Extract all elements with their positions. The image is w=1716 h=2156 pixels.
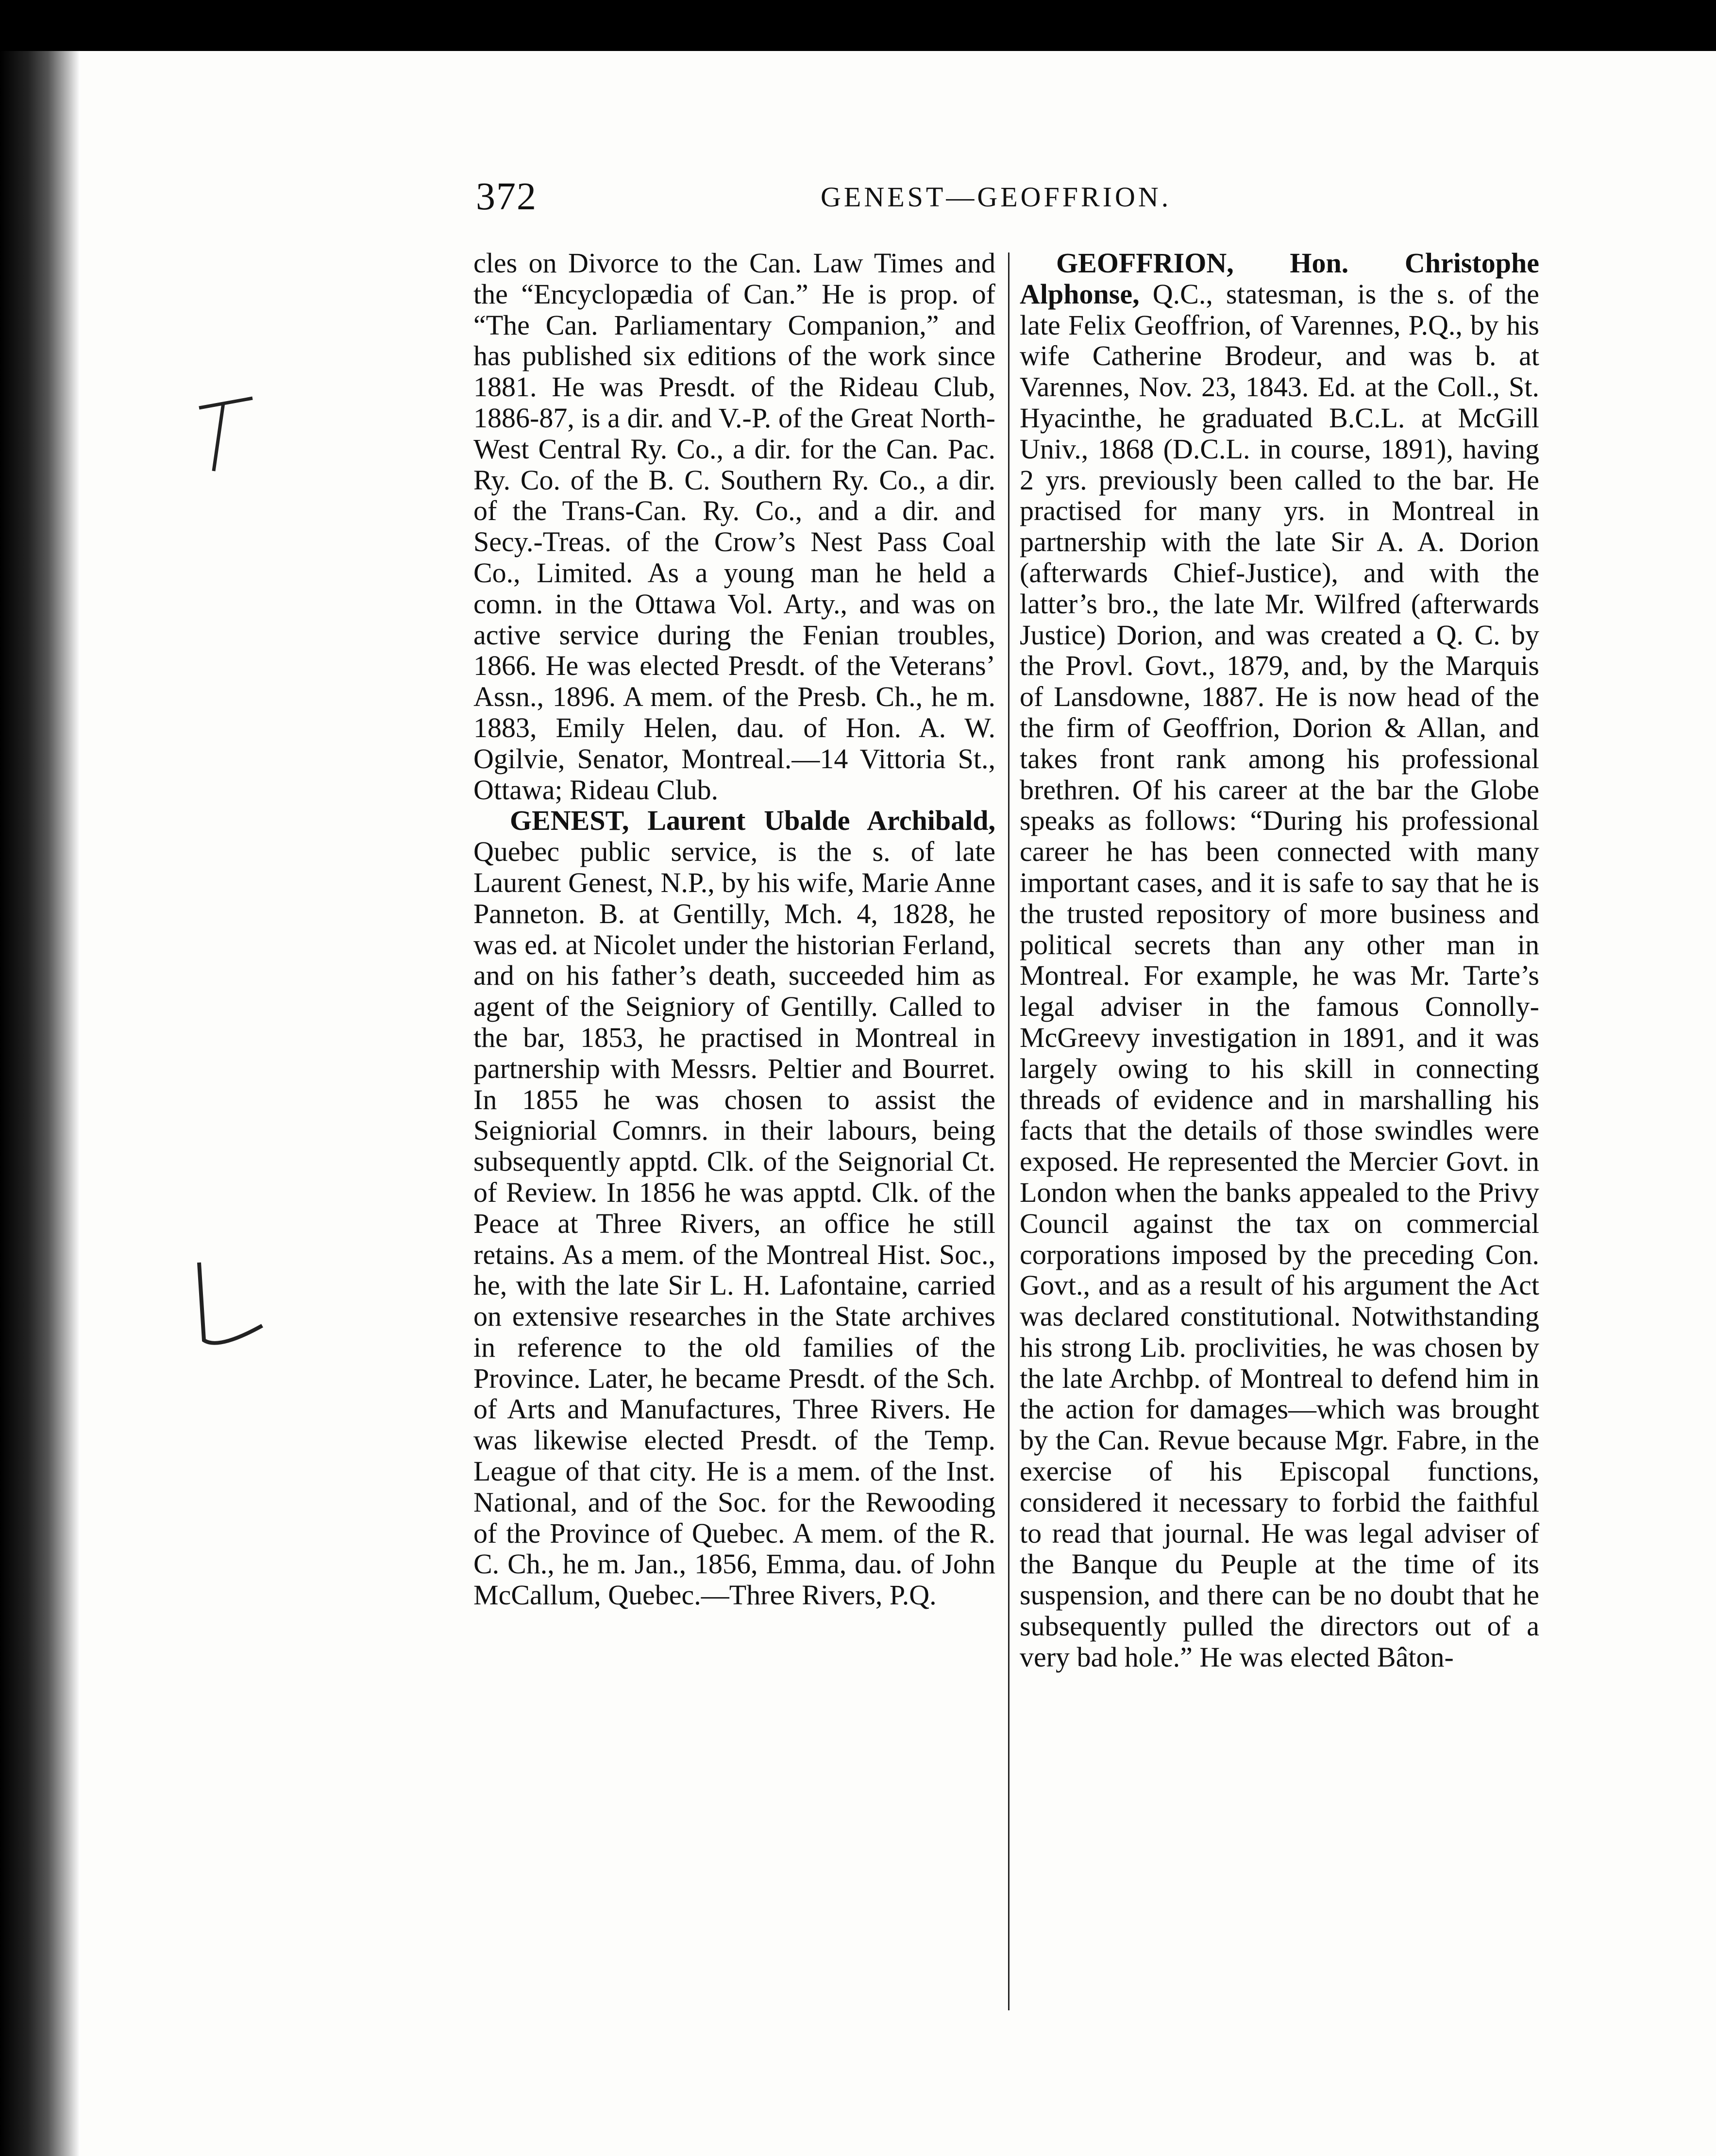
scan-binding-shadow [0, 51, 80, 2156]
entry-geoffrion [1020, 248, 1539, 1673]
entry-name: GEOFFRION, Hon. Christophe Alphonse, [1020, 248, 1539, 310]
pencil-mark-top [194, 388, 262, 476]
scan-top-border [0, 0, 1716, 51]
right-column [1020, 248, 1539, 2015]
page-number: 372 [476, 175, 537, 218]
left-column [473, 248, 995, 2015]
continued-entry-text: cles on Divorce to the Can. Law Times and the “Encyclopædia of Can.” He is prop. of “The Can. Parliamentary Companion,” and has published six editions of the work since 1881. He was Presdt. of the Rideau Club, 1886-87, is a dir. and V.-P. of the Great North-West Central Ry. Co., a dir. for the Can. Pac. Ry. Co. of the B. C. Southern Ry. Co., a dir. of the Trans-Can. Ry. Co., and a dir. and Secy.-Treas. of the Crow’s Nest Pass Coal Co., Limited. As a young man he held a comn. in the Ottawa Vol. Arty., and was on active service during the Fenian troubles, 1866. He was elected Presdt. of the Veterans’ Assn., 1896. A mem. of the Presb. Ch., he m. 1883, Emily Helen, dau. of Hon. A. W. Ogilvie, Senator, Montreal.—14 Vittoria St., Ottawa; Rideau Club. [473, 248, 995, 806]
entry-genest [473, 805, 995, 1611]
entry-body: Quebec public service, is the s. of late Laurent Genest, N.P., by his wife, Marie Anne Panneton. B. at Gentilly, Mch. 4, 1828, he was ed. at Nicolet under the historian Ferland, and on his father’s death, succeeded him as agent of the Seigniory of Gentilly. Called to the bar, 1853, he practised in Montreal in partnership with Messrs. Peltier and Bourret. In 1855 he was chosen to assist the Seigniorial Comnrs. in their labours, being subsequently apptd. Clk. of the Seignorial Ct. of Review. In 1856 he was apptd. Clk. of the Peace at Three Rivers, an office he still retains. As a mem. of the Montreal Hist. Soc., he, with the late Sir L. H. Lafontaine, carried on extensive researches in the State archives in reference to the old families of the Province. Later, he became Presdt. of the Sch. of Arts and Manufactures, Three Rivers. He was likewise elected Presdt. of the Temp. League of that city. He is a mem. of the Inst. National, and of the Soc. for the Rewooding of the Province of Quebec. A mem. of the R. C. Ch., he m. Jan., 1856, Emma, dau. of John McCallum, Quebec.—Three Rivers, P.Q. [473, 836, 995, 1611]
entry-name: GENEST, Laurent Ubalde Archibald, [510, 805, 995, 837]
pencil-checkmark-icon [189, 1253, 267, 1350]
entry-body: Q.C., statesman, is the s. of the late Felix Geoffrion, of Varennes, P.Q., by his wife Catherine Brodeur, and was b. at Varennes, Nov. 23, 1843. Ed. at the Coll., St. Hyacinthe, he graduated B.C.L. at McGill Univ., 1868 (D.C.L. in course, 1891), having 2 yrs. previously been called to the bar. He practised for many yrs. in Montreal in partnership with the late Sir A. A. Dorion (afterwards Chief-Justice), and with the latter’s bro., the late Mr. Wilfred (afterwards Justice) Dorion, and was created a Q. C. by the Provl. Govt., 1879, and, by the Marquis of Lansdowne, 1887. He is now head of the the firm of Geoffrion, Dorion & Allan, and takes front rank among his professional brethren. Of his career at the bar the Globe speaks as follows: “During his professional career he has been connected with many important cases, and it is safe to say that he is the trusted repository of more business and political secrets than any other man in Montreal. For example, he was Mr. Tarte’s legal adviser in the famous Connolly-McGreevy investigation in 1891, and it was largely owing to his skill in connecting threads of evidence and in marshalling his facts that the details of those swindles were exposed. He represented the Mercier Govt. in London when the banks appealed to the Privy Council against the tax on commercial corporations imposed by the preceding Con. Govt., and as a result of his argument the Act was declared constitutional. Notwithstanding his strong Lib. proclivities, he was chosen by the late Archbp. of Montreal to defend him in the action for damages—which was brought by the Can. Revue because Mgr. Fabre, in the exercise of his Episcopal functions, considered it necessary to forbid the faithful to read that journal. He was legal adviser of the Banque du Peuple at the time of its suspension, and there can be no doubt that he subsequently pulled the directors out of a very bad hole.” He was elected Bâton- [1020, 278, 1539, 1673]
page-header [476, 175, 1520, 228]
running-head: GENEST—GEOFFRION. [821, 181, 1172, 213]
column-divider [1008, 253, 1009, 2010]
